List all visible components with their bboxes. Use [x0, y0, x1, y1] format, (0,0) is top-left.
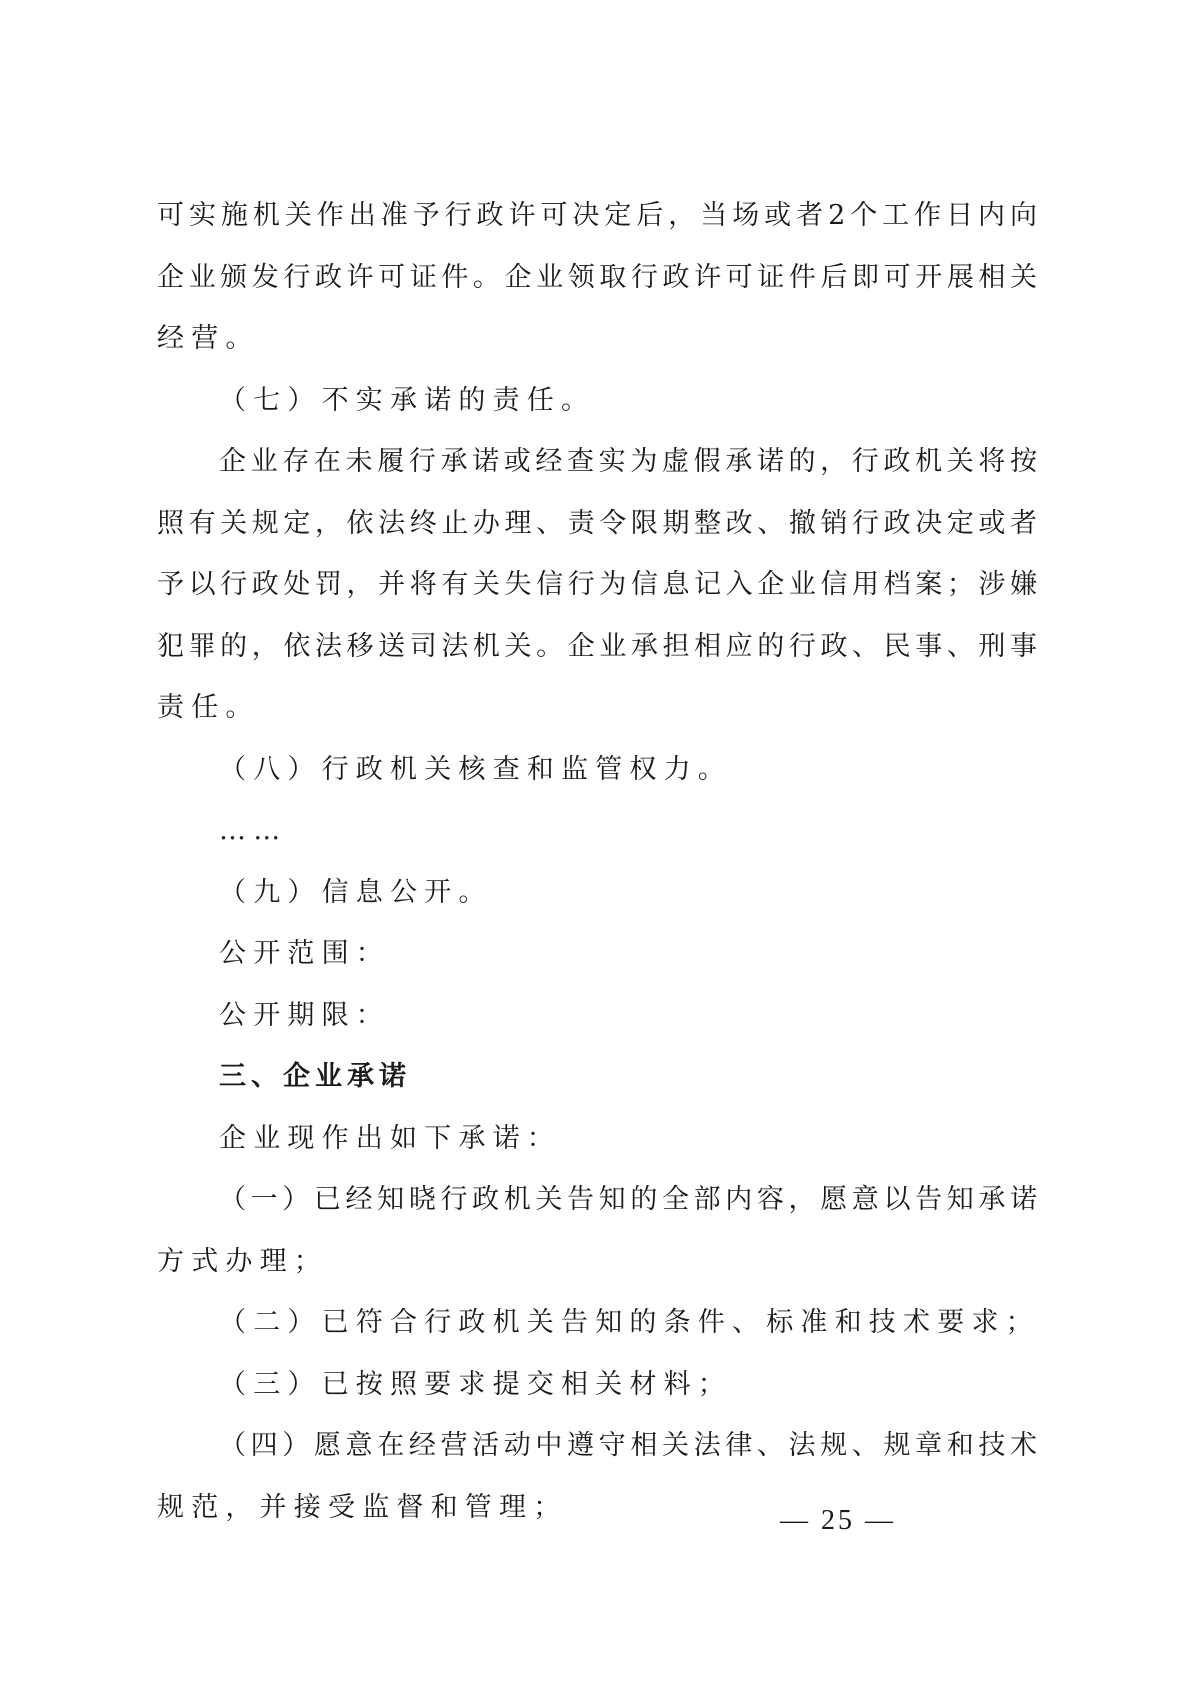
text-line: （七）不实承诺的责任。: [219, 384, 596, 416]
text-line: 规范，并接受监督和管理；: [157, 1491, 568, 1523]
text-line: （四）愿意在经营活动中遵守相关法律、法规、规章和技术: [219, 1430, 1037, 1461]
text-line: 犯罪的，依法移送司法机关。企业承担相应的行政、民事、刑事: [157, 630, 1037, 662]
text-line: 企业存在未履行承诺或经查实为虚假承诺的，行政机关将按: [219, 446, 1037, 477]
text-line: （九）信息公开。: [219, 876, 493, 908]
text-line: 责任。: [157, 692, 260, 723]
section-heading: 三、企业承诺: [219, 1061, 411, 1092]
page-number: — 25 —: [780, 1505, 896, 1536]
text-line: 企业颁发行政许可证件。企业领取行政许可证件后即可开展相关: [157, 261, 1037, 293]
body-text: [157, 185, 1040, 1538]
text-line: 公开范围：: [219, 938, 390, 969]
text-line: （八）行政机关核查和监管权力。: [219, 753, 732, 785]
text-line: （一）已经知晓行政机关告知的全部内容，愿意以告知承诺: [219, 1184, 1037, 1215]
text-line: （三）已按照要求提交相关材料；: [219, 1368, 732, 1400]
text-line: 经营。: [157, 323, 260, 354]
text-line: 企业现作出如下承诺：: [219, 1122, 561, 1154]
text-line: 予以行政处罚，并将有关失信行为信息记入企业信用档案；涉嫌: [157, 569, 1037, 600]
text-line: 可实施机关作出准予行政许可决定后，当场或者2个工作日内向: [157, 200, 1037, 231]
text-line: ……: [219, 815, 288, 846]
text-line: 公开期限：: [219, 999, 390, 1031]
text-line: 照有关规定，依法终止办理、责令限期整改、撤销行政决定或者: [157, 507, 1037, 539]
text-line: 方式办理；: [157, 1245, 328, 1277]
text-line: （二）已符合行政机关告知的条件、标准和技术要求；: [219, 1307, 1040, 1338]
